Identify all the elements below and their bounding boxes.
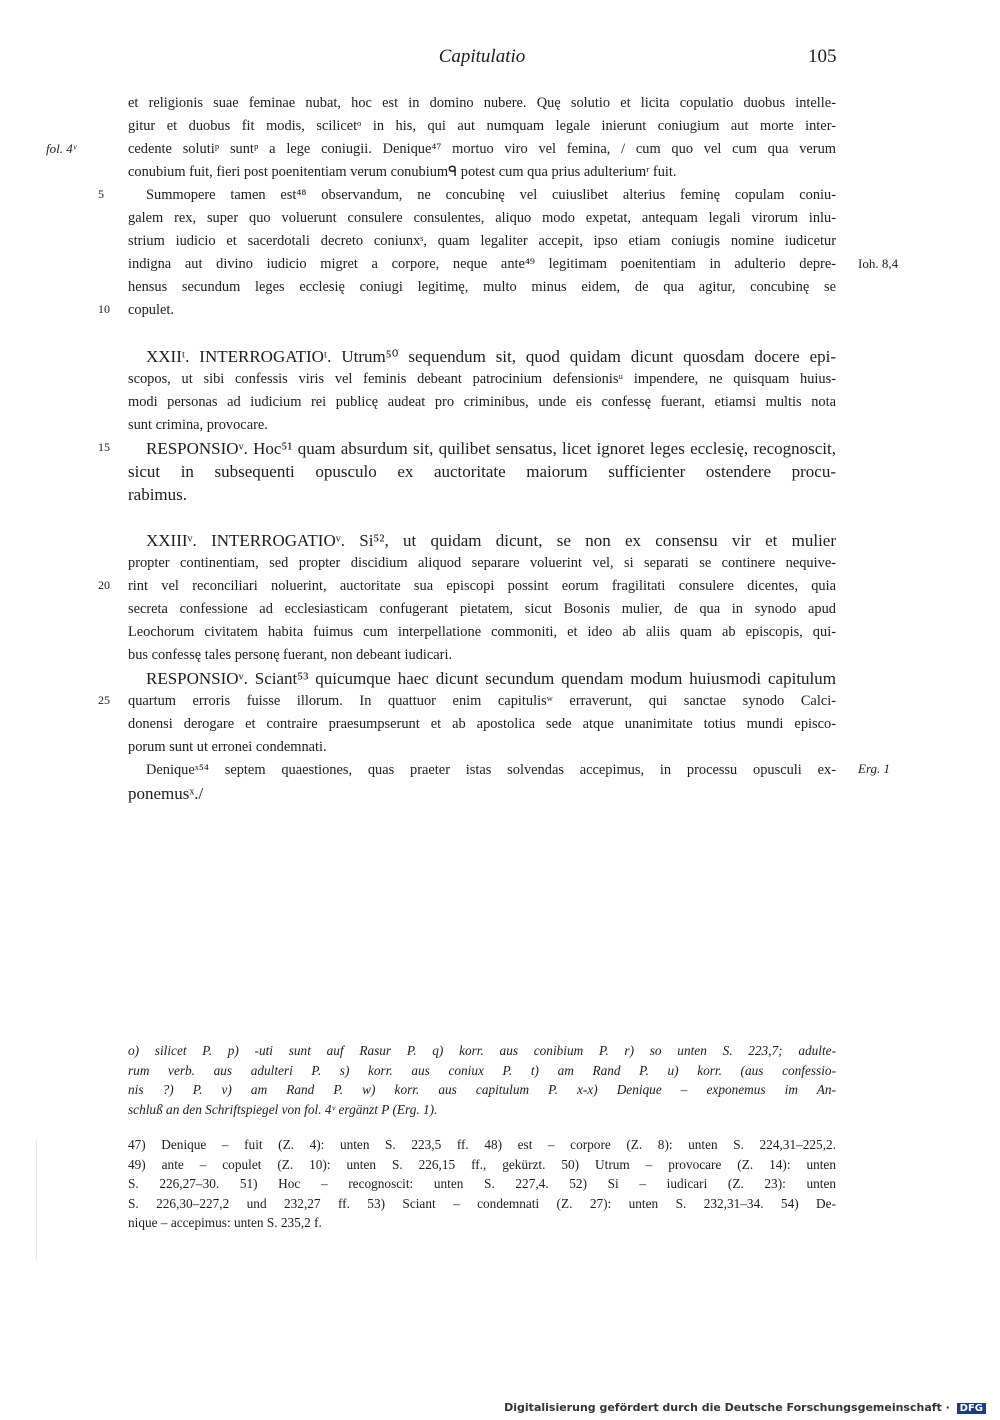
text-line: sicut in subsequenti opusculo ex auctoritate maiorum sufficienter ostendere procu- [128, 462, 836, 481]
text-line: Deniqueˣ⁵⁴ septem quaestiones, quas praeter istas solvendas accepimus, in processu opusculi ex- [146, 762, 836, 778]
section-heading: XXIIIᵛ. INTERROGATIOᵛ. Si⁵², ut quidam dicunt, se non ex consensu vir et mulier [146, 531, 836, 550]
apparatus-line: nis ?) P. v) am Rand P. w) korr. aus capitulum P. x-x) Denique – exponemus im An- [128, 1082, 836, 1097]
margin-note-folio: fol. 4ᵛ [46, 141, 77, 156]
margin-note-ioh: Ioh. 8,4 [858, 256, 899, 271]
text-line: secreta confessione ad ecclesiasticam confugerant pietatem, sicut Bosonis mulier, de qua in synodo apud [128, 601, 836, 617]
text-line: conubium fuit, fieri post poenitentiam verum conubiumᑫ potest cum qua prius adulteriumʳ fuit. [128, 164, 677, 180]
dfg-footer [504, 1401, 986, 1414]
responsio-heading: RESPONSIOᵛ. Sciant⁵³ quicumque haec dicunt secundum quendam modum huiusmodi capitulum [146, 669, 836, 688]
scan-edge-line [36, 1140, 37, 1260]
apparatus-line: o) silicet P. p) -uti sunt auf Rasur P. q) korr. aus conibium P. r) so unten S. 223,7; adulte- [128, 1043, 836, 1058]
text-line: et religionis suae feminae nubat, hoc est in domino nubere. Quę solutio et licita copulatio duobus intelle- [128, 95, 836, 111]
text-line: propter continentiam, sed propter discidium aliquod separare voluerint vel, si separati se continere nequive- [128, 555, 836, 571]
footer-text: Digitalisierung gefördert durch die Deutsche Forschungsgemeinschaft · [504, 1401, 950, 1414]
text-line: porum sunt ut erronei condemnati. [128, 739, 327, 755]
line-number: 10 [98, 302, 110, 316]
apparatus-line: rum verb. aus adulteri P. s) korr. aus coniux P. t) am Rand P. u) korr. (aus confessio- [128, 1062, 836, 1078]
text-line: strium iudicio et sacerdotali decreto coniunxˢ, quam legaliter accepit, ipso etiam coniugis nomine iudicetur [128, 233, 836, 249]
text-line: Summopere tamen est⁴⁸ observandum, ne concubinę vel cuiuslibet alterius feminę copulam coniu- [146, 187, 836, 203]
text-line: copulet. [128, 302, 174, 318]
text-line: rabimus. [128, 485, 188, 504]
text-line: hensus secundum leges ecclesię coniugi legitimę, multo minus eidem, de qua agitur, concubinę se [128, 279, 836, 295]
section-heading: XXIIᵗ. INTERROGATIOᵗ. Utrum⁵⁰ sequendum sit, quod quidam dicunt quosdam docere epi- [146, 347, 836, 366]
apparatus-line: 49) ante – copulet (Z. 10): unten S. 226,15 ff., gekürzt. 50) Utrum – provocare (Z. 14): unten [128, 1156, 836, 1172]
text-line: donensi derogare et contraire praesumpserunt et ab apostolica sede atque unanimitate totius mundi episco- [128, 716, 836, 732]
dfg-logo: DFG [957, 1403, 986, 1414]
source-apparatus [128, 1135, 836, 1233]
text-line: modi personas ad iudicium rei publicę audeat pro criminibus, unde eis confessę fuerant, etiamsi multis nota [128, 394, 836, 410]
line-number: 5 [98, 187, 104, 201]
line-number: 20 [98, 578, 110, 592]
apparatus-line: nique – accepimus: unten S. 235,2 f. [128, 1215, 322, 1230]
paragraph-interrogatio-22 [128, 345, 836, 506]
responsio-heading: RESPONSIOᵛ. Hoc⁵¹ quam absurdum sit, quilibet sensatus, licet ignoret leges ecclesię, recognoscit, [146, 439, 836, 458]
apparatus-line: S. 226,27–30. 51) Hoc – recognoscit: unten S. 227,4. 52) Si – iudicari (Z. 23): unten [128, 1176, 836, 1191]
text-line: gitur et duobus fit modis, scilicetᵒ in his, qui aut numquam legale inierunt coniugium aut morte inter- [128, 118, 836, 134]
running-title: Capitulatio [438, 46, 526, 67]
margin-note-erg: Erg. 1 [858, 761, 891, 776]
text-line: Leochorum civitatem habita fuimus cum interpellatione commoniti, et ideo ab aliis quam ab episcopis, qui- [128, 624, 836, 640]
text-line: bus confessę tales personę fuerant, non debeant iudicari. [128, 647, 453, 663]
text-line: indigna aut divino iudicio migret a corpore, neque ante⁴⁹ legitimam poenitentiam in adulterio depre- [128, 256, 836, 272]
text-line: galem rex, super quo voluerunt consulere consulentes, aliquo modo expetat, antequam legali virorum inlu- [128, 210, 836, 226]
line-number: 15 [98, 440, 110, 454]
apparatus-line: 47) Denique – fuit (Z. 4): unten S. 223,5 ff. 48) est – corpore (Z. 8): unten S. 224,31–225,2. [128, 1137, 836, 1152]
text-line: cedente solutiᵖ suntᵖ a lege coniugii. Denique⁴⁷ mortuo viro vel femina, / cum quo vel cum qua verum [128, 141, 836, 157]
apparatus-line: S. 226,30–227,2 und 232,27 ff. 53) Sciant – condemnati (Z. 27): unten S. 232,31–34. 54) De- [128, 1195, 836, 1211]
text-line: rint vel reconciliari noluerint, auctoritate sua episcopi possint eorum fragilitati consulere dicentes, quia [128, 578, 836, 594]
paragraph-opening [128, 92, 836, 322]
text-line: sunt crimina, provocare. [128, 417, 268, 433]
apparatus-line: schluß an den Schriftspiegel von fol. 4ᵛ ergänzt P (Erg. 1). [128, 1101, 438, 1117]
page-number: 105 [808, 46, 837, 67]
text-line: scopos, ut sibi confessis viris vel feminis debeant patrocinium defensionisᵘ impendere, ne quisquam huius- [128, 371, 836, 387]
paragraph-interrogatio-23 [128, 529, 836, 805]
text-line: quartum erroris fuisse illorum. In quattuor enim capitulisʷ erraverunt, qui sanctae synodo Calci- [128, 693, 836, 709]
line-number: 25 [98, 693, 110, 707]
critical-apparatus [128, 1041, 836, 1119]
text-line: ponemusˣ./ [128, 784, 204, 803]
